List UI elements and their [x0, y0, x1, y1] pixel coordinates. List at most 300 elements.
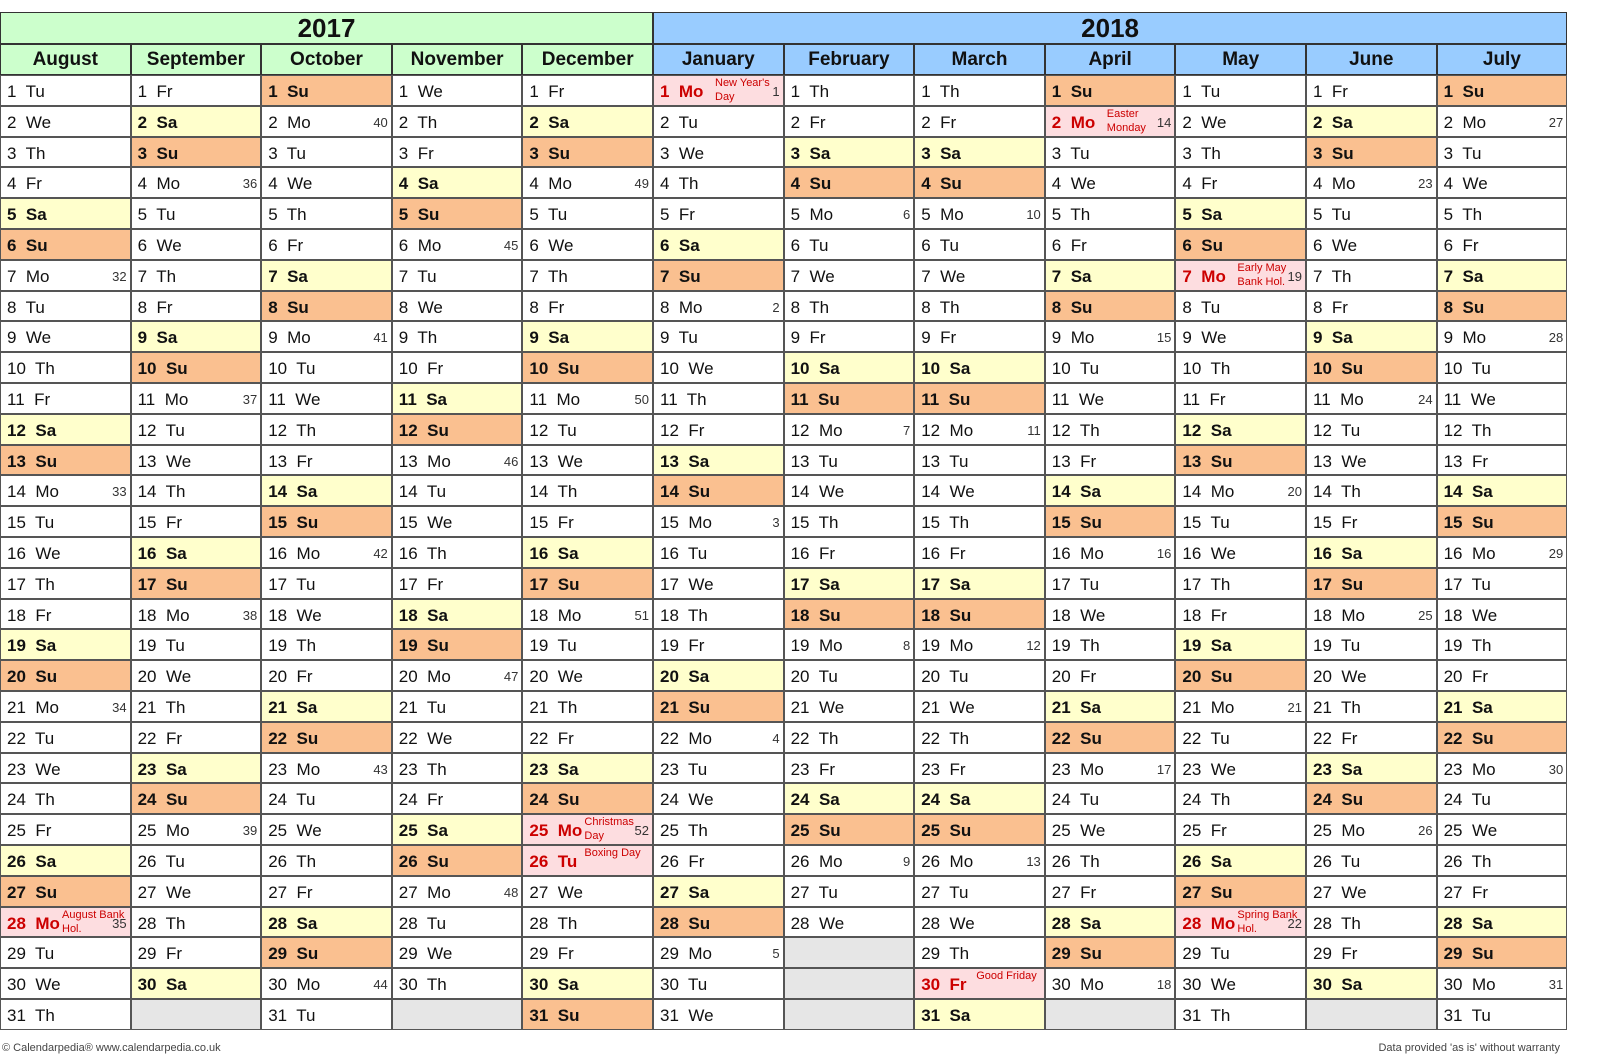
day-cell[interactable] — [1437, 75, 1568, 106]
day-cell[interactable] — [131, 352, 262, 383]
day-cell[interactable] — [522, 537, 653, 568]
day-cell[interactable] — [1175, 876, 1306, 907]
day-cell[interactable] — [653, 999, 784, 1030]
day-cell[interactable] — [784, 876, 915, 907]
day-cell[interactable] — [131, 783, 262, 814]
day-cell[interactable] — [392, 198, 523, 229]
day-cell[interactable] — [1175, 321, 1306, 352]
day-cell[interactable] — [1306, 753, 1437, 784]
day-cell[interactable] — [653, 506, 784, 537]
day-cell[interactable] — [1045, 783, 1176, 814]
day-cell[interactable] — [1437, 321, 1568, 352]
day-cell[interactable] — [1175, 722, 1306, 753]
day-cell[interactable] — [522, 753, 653, 784]
day-cell[interactable] — [653, 106, 784, 137]
day-cell[interactable] — [131, 167, 262, 198]
day-cell[interactable] — [1175, 352, 1306, 383]
day-cell[interactable] — [522, 137, 653, 168]
day-cell[interactable] — [261, 753, 392, 784]
day-cell[interactable] — [1045, 506, 1176, 537]
day-cell[interactable] — [784, 352, 915, 383]
day-cell[interactable] — [784, 722, 915, 753]
day-cell[interactable] — [914, 260, 1045, 291]
day-cell[interactable] — [1045, 383, 1176, 414]
day-cell[interactable] — [0, 321, 131, 352]
day-cell[interactable] — [914, 352, 1045, 383]
day-cell[interactable] — [1306, 968, 1437, 999]
day-cell[interactable] — [392, 321, 523, 352]
day-cell[interactable] — [653, 722, 784, 753]
day-cell[interactable] — [914, 660, 1045, 691]
day-cell[interactable] — [653, 414, 784, 445]
day-cell[interactable] — [392, 414, 523, 445]
day-cell[interactable] — [653, 876, 784, 907]
day-cell[interactable] — [914, 167, 1045, 198]
day-cell[interactable] — [784, 106, 915, 137]
day-cell[interactable] — [1437, 629, 1568, 660]
day-cell[interactable] — [0, 629, 131, 660]
day-cell[interactable] — [0, 537, 131, 568]
day-cell[interactable] — [1437, 137, 1568, 168]
day-cell[interactable] — [522, 260, 653, 291]
day-cell[interactable] — [1437, 352, 1568, 383]
day-cell[interactable] — [784, 660, 915, 691]
day-cell[interactable] — [522, 999, 653, 1030]
day-cell[interactable] — [522, 629, 653, 660]
day-cell[interactable] — [131, 475, 262, 506]
day-cell[interactable] — [261, 999, 392, 1030]
day-cell[interactable] — [914, 106, 1045, 137]
day-cell[interactable] — [1437, 167, 1568, 198]
day-cell[interactable] — [653, 260, 784, 291]
day-cell[interactable] — [914, 75, 1045, 106]
day-cell[interactable] — [1306, 907, 1437, 938]
day-cell[interactable] — [914, 137, 1045, 168]
day-cell[interactable] — [261, 937, 392, 968]
day-cell[interactable] — [0, 167, 131, 198]
day-cell[interactable] — [914, 937, 1045, 968]
day-cell[interactable] — [131, 691, 262, 722]
day-cell[interactable] — [914, 968, 1045, 999]
day-cell[interactable] — [1437, 660, 1568, 691]
day-cell[interactable] — [0, 876, 131, 907]
day-cell[interactable] — [392, 722, 523, 753]
day-cell[interactable] — [1437, 968, 1568, 999]
day-cell[interactable] — [1045, 167, 1176, 198]
day-cell[interactable] — [914, 691, 1045, 722]
day-cell[interactable] — [261, 475, 392, 506]
day-cell[interactable] — [0, 414, 131, 445]
day-cell[interactable] — [1306, 537, 1437, 568]
day-cell[interactable] — [392, 845, 523, 876]
day-cell[interactable] — [261, 106, 392, 137]
day-cell[interactable] — [261, 568, 392, 599]
day-cell[interactable] — [261, 968, 392, 999]
day-cell[interactable] — [522, 475, 653, 506]
day-cell[interactable] — [1306, 814, 1437, 845]
day-cell[interactable] — [1437, 198, 1568, 229]
day-cell[interactable] — [653, 475, 784, 506]
day-cell[interactable] — [1306, 414, 1437, 445]
day-cell[interactable] — [392, 229, 523, 260]
day-cell[interactable] — [1175, 291, 1306, 322]
day-cell[interactable] — [0, 229, 131, 260]
day-cell[interactable] — [1437, 414, 1568, 445]
day-cell[interactable] — [392, 75, 523, 106]
day-cell[interactable] — [653, 783, 784, 814]
day-cell[interactable] — [1306, 75, 1437, 106]
day-cell[interactable] — [522, 414, 653, 445]
day-cell[interactable] — [261, 352, 392, 383]
day-cell[interactable] — [261, 445, 392, 476]
day-cell[interactable] — [1306, 229, 1437, 260]
day-cell[interactable] — [131, 907, 262, 938]
day-cell[interactable] — [1045, 414, 1176, 445]
day-cell[interactable] — [1306, 291, 1437, 322]
day-cell[interactable] — [1045, 198, 1176, 229]
day-cell[interactable] — [392, 599, 523, 630]
day-cell[interactable] — [522, 691, 653, 722]
day-cell[interactable] — [1175, 229, 1306, 260]
day-cell[interactable] — [1437, 599, 1568, 630]
day-cell[interactable] — [1045, 814, 1176, 845]
day-cell[interactable] — [914, 783, 1045, 814]
day-cell[interactable] — [653, 321, 784, 352]
day-cell[interactable] — [131, 229, 262, 260]
day-cell[interactable] — [1175, 260, 1306, 291]
day-cell[interactable] — [1045, 537, 1176, 568]
day-cell[interactable] — [392, 568, 523, 599]
day-cell[interactable] — [914, 506, 1045, 537]
day-cell[interactable] — [0, 753, 131, 784]
day-cell[interactable] — [784, 568, 915, 599]
day-cell[interactable] — [1437, 722, 1568, 753]
day-cell[interactable] — [914, 383, 1045, 414]
day-cell[interactable] — [0, 599, 131, 630]
day-cell[interactable] — [131, 414, 262, 445]
day-cell[interactable] — [392, 629, 523, 660]
day-cell[interactable] — [522, 198, 653, 229]
day-cell[interactable] — [0, 568, 131, 599]
day-cell[interactable] — [261, 660, 392, 691]
day-cell[interactable] — [261, 414, 392, 445]
day-cell[interactable] — [131, 106, 262, 137]
day-cell[interactable] — [261, 75, 392, 106]
day-cell[interactable] — [1437, 260, 1568, 291]
day-cell[interactable] — [522, 599, 653, 630]
day-cell[interactable] — [261, 845, 392, 876]
day-cell[interactable] — [1437, 753, 1568, 784]
day-cell[interactable] — [0, 968, 131, 999]
day-cell[interactable] — [392, 968, 523, 999]
day-cell[interactable] — [131, 321, 262, 352]
day-cell[interactable] — [1045, 722, 1176, 753]
day-cell[interactable] — [784, 75, 915, 106]
day-cell[interactable] — [261, 198, 392, 229]
day-cell[interactable] — [261, 629, 392, 660]
day-cell[interactable] — [0, 506, 131, 537]
day-cell[interactable] — [1306, 475, 1437, 506]
day-cell[interactable] — [1045, 229, 1176, 260]
day-cell[interactable] — [1175, 660, 1306, 691]
day-cell[interactable] — [1045, 568, 1176, 599]
day-cell[interactable] — [784, 814, 915, 845]
day-cell[interactable] — [1437, 999, 1568, 1030]
day-cell[interactable] — [131, 660, 262, 691]
day-cell[interactable] — [1306, 106, 1437, 137]
day-cell[interactable] — [392, 475, 523, 506]
day-cell[interactable] — [392, 291, 523, 322]
day-cell[interactable] — [914, 537, 1045, 568]
day-cell[interactable] — [392, 814, 523, 845]
day-cell[interactable] — [131, 198, 262, 229]
day-cell[interactable] — [522, 660, 653, 691]
day-cell[interactable] — [1306, 260, 1437, 291]
day-cell[interactable] — [131, 753, 262, 784]
day-cell[interactable] — [653, 691, 784, 722]
day-cell[interactable] — [0, 291, 131, 322]
day-cell[interactable] — [914, 845, 1045, 876]
day-cell[interactable] — [131, 845, 262, 876]
day-cell[interactable] — [522, 968, 653, 999]
day-cell[interactable] — [653, 814, 784, 845]
day-cell[interactable] — [784, 198, 915, 229]
day-cell[interactable] — [392, 137, 523, 168]
day-cell[interactable] — [522, 814, 653, 845]
day-cell[interactable] — [1175, 783, 1306, 814]
day-cell[interactable] — [261, 383, 392, 414]
day-cell[interactable] — [0, 445, 131, 476]
day-cell[interactable] — [1175, 968, 1306, 999]
day-cell[interactable] — [914, 198, 1045, 229]
day-cell[interactable] — [1045, 691, 1176, 722]
day-cell[interactable] — [1045, 75, 1176, 106]
day-cell[interactable] — [1045, 845, 1176, 876]
day-cell[interactable] — [522, 167, 653, 198]
day-cell[interactable] — [0, 907, 131, 938]
day-cell[interactable] — [1175, 691, 1306, 722]
day-cell[interactable] — [261, 537, 392, 568]
day-cell[interactable] — [1045, 352, 1176, 383]
day-cell[interactable] — [1437, 876, 1568, 907]
day-cell[interactable] — [1045, 660, 1176, 691]
day-cell[interactable] — [131, 260, 262, 291]
day-cell[interactable] — [1045, 475, 1176, 506]
day-cell[interactable] — [1175, 537, 1306, 568]
day-cell[interactable] — [131, 506, 262, 537]
day-cell[interactable] — [131, 568, 262, 599]
day-cell[interactable] — [261, 599, 392, 630]
day-cell[interactable] — [1437, 783, 1568, 814]
day-cell[interactable] — [0, 691, 131, 722]
day-cell[interactable] — [1045, 629, 1176, 660]
day-cell[interactable] — [1175, 907, 1306, 938]
day-cell[interactable] — [1306, 506, 1437, 537]
day-cell[interactable] — [1437, 229, 1568, 260]
day-cell[interactable] — [1306, 876, 1437, 907]
day-cell[interactable] — [1045, 599, 1176, 630]
day-cell[interactable] — [914, 321, 1045, 352]
day-cell[interactable] — [1175, 383, 1306, 414]
day-cell[interactable] — [131, 937, 262, 968]
day-cell[interactable] — [653, 537, 784, 568]
day-cell[interactable] — [261, 506, 392, 537]
day-cell[interactable] — [261, 907, 392, 938]
day-cell[interactable] — [784, 167, 915, 198]
day-cell[interactable] — [522, 845, 653, 876]
day-cell[interactable] — [0, 352, 131, 383]
day-cell[interactable] — [0, 722, 131, 753]
day-cell[interactable] — [1045, 137, 1176, 168]
day-cell[interactable] — [0, 845, 131, 876]
day-cell[interactable] — [1306, 629, 1437, 660]
day-cell[interactable] — [1175, 629, 1306, 660]
day-cell[interactable] — [1306, 352, 1437, 383]
day-cell[interactable] — [784, 845, 915, 876]
day-cell[interactable] — [1045, 753, 1176, 784]
day-cell[interactable] — [522, 383, 653, 414]
day-cell[interactable] — [392, 937, 523, 968]
day-cell[interactable] — [1437, 506, 1568, 537]
day-cell[interactable] — [261, 876, 392, 907]
day-cell[interactable] — [784, 783, 915, 814]
day-cell[interactable] — [1437, 445, 1568, 476]
day-cell[interactable] — [131, 722, 262, 753]
day-cell[interactable] — [784, 629, 915, 660]
day-cell[interactable] — [914, 999, 1045, 1030]
day-cell[interactable] — [1306, 321, 1437, 352]
day-cell[interactable] — [0, 783, 131, 814]
day-cell[interactable] — [784, 291, 915, 322]
day-cell[interactable] — [1175, 137, 1306, 168]
day-cell[interactable] — [1437, 568, 1568, 599]
day-cell[interactable] — [1306, 198, 1437, 229]
day-cell[interactable] — [131, 599, 262, 630]
day-cell[interactable] — [1306, 599, 1437, 630]
day-cell[interactable] — [653, 75, 784, 106]
day-cell[interactable] — [1306, 845, 1437, 876]
day-cell[interactable] — [1175, 753, 1306, 784]
day-cell[interactable] — [1175, 599, 1306, 630]
day-cell[interactable] — [261, 321, 392, 352]
day-cell[interactable] — [1045, 876, 1176, 907]
day-cell[interactable] — [1437, 106, 1568, 137]
day-cell[interactable] — [653, 445, 784, 476]
day-cell[interactable] — [1437, 475, 1568, 506]
day-cell[interactable] — [522, 291, 653, 322]
day-cell[interactable] — [1175, 106, 1306, 137]
day-cell[interactable] — [522, 783, 653, 814]
day-cell[interactable] — [1175, 198, 1306, 229]
day-cell[interactable] — [0, 475, 131, 506]
day-cell[interactable] — [653, 352, 784, 383]
day-cell[interactable] — [1175, 75, 1306, 106]
day-cell[interactable] — [914, 599, 1045, 630]
day-cell[interactable] — [784, 229, 915, 260]
day-cell[interactable] — [1045, 445, 1176, 476]
day-cell[interactable] — [784, 599, 915, 630]
day-cell[interactable] — [784, 537, 915, 568]
day-cell[interactable] — [392, 876, 523, 907]
day-cell[interactable] — [653, 845, 784, 876]
day-cell[interactable] — [522, 352, 653, 383]
day-cell[interactable] — [1045, 968, 1176, 999]
day-cell[interactable] — [131, 537, 262, 568]
day-cell[interactable] — [131, 137, 262, 168]
day-cell[interactable] — [653, 167, 784, 198]
day-cell[interactable] — [522, 321, 653, 352]
day-cell[interactable] — [653, 937, 784, 968]
day-cell[interactable] — [1175, 167, 1306, 198]
day-cell[interactable] — [914, 414, 1045, 445]
day-cell[interactable] — [1306, 691, 1437, 722]
day-cell[interactable] — [1175, 475, 1306, 506]
day-cell[interactable] — [0, 814, 131, 845]
day-cell[interactable] — [261, 137, 392, 168]
day-cell[interactable] — [0, 383, 131, 414]
day-cell[interactable] — [131, 445, 262, 476]
day-cell[interactable] — [131, 291, 262, 322]
day-cell[interactable] — [784, 907, 915, 938]
day-cell[interactable] — [522, 907, 653, 938]
day-cell[interactable] — [261, 783, 392, 814]
day-cell[interactable] — [1045, 106, 1176, 137]
day-cell[interactable] — [261, 167, 392, 198]
day-cell[interactable] — [522, 568, 653, 599]
day-cell[interactable] — [914, 629, 1045, 660]
day-cell[interactable] — [784, 260, 915, 291]
day-cell[interactable] — [522, 75, 653, 106]
day-cell[interactable] — [653, 660, 784, 691]
day-cell[interactable] — [1306, 568, 1437, 599]
day-cell[interactable] — [0, 75, 131, 106]
day-cell[interactable] — [392, 167, 523, 198]
day-cell[interactable] — [1175, 414, 1306, 445]
day-cell[interactable] — [392, 445, 523, 476]
day-cell[interactable] — [1045, 321, 1176, 352]
day-cell[interactable] — [261, 260, 392, 291]
day-cell[interactable] — [914, 229, 1045, 260]
day-cell[interactable] — [653, 968, 784, 999]
day-cell[interactable] — [522, 106, 653, 137]
day-cell[interactable] — [1306, 722, 1437, 753]
day-cell[interactable] — [392, 106, 523, 137]
day-cell[interactable] — [0, 137, 131, 168]
day-cell[interactable] — [1175, 445, 1306, 476]
day-cell[interactable] — [131, 75, 262, 106]
day-cell[interactable] — [1437, 937, 1568, 968]
day-cell[interactable] — [261, 691, 392, 722]
day-cell[interactable] — [392, 783, 523, 814]
day-cell[interactable] — [784, 506, 915, 537]
day-cell[interactable] — [784, 691, 915, 722]
day-cell[interactable] — [261, 291, 392, 322]
day-cell[interactable] — [392, 260, 523, 291]
day-cell[interactable] — [653, 137, 784, 168]
day-cell[interactable] — [784, 475, 915, 506]
day-cell[interactable] — [392, 383, 523, 414]
day-cell[interactable] — [653, 198, 784, 229]
day-cell[interactable] — [392, 506, 523, 537]
day-cell[interactable] — [1437, 383, 1568, 414]
day-cell[interactable] — [522, 876, 653, 907]
day-cell[interactable] — [1306, 937, 1437, 968]
day-cell[interactable] — [1175, 845, 1306, 876]
day-cell[interactable] — [1175, 506, 1306, 537]
day-cell[interactable] — [1306, 167, 1437, 198]
day-cell[interactable] — [131, 383, 262, 414]
day-cell[interactable] — [1045, 291, 1176, 322]
